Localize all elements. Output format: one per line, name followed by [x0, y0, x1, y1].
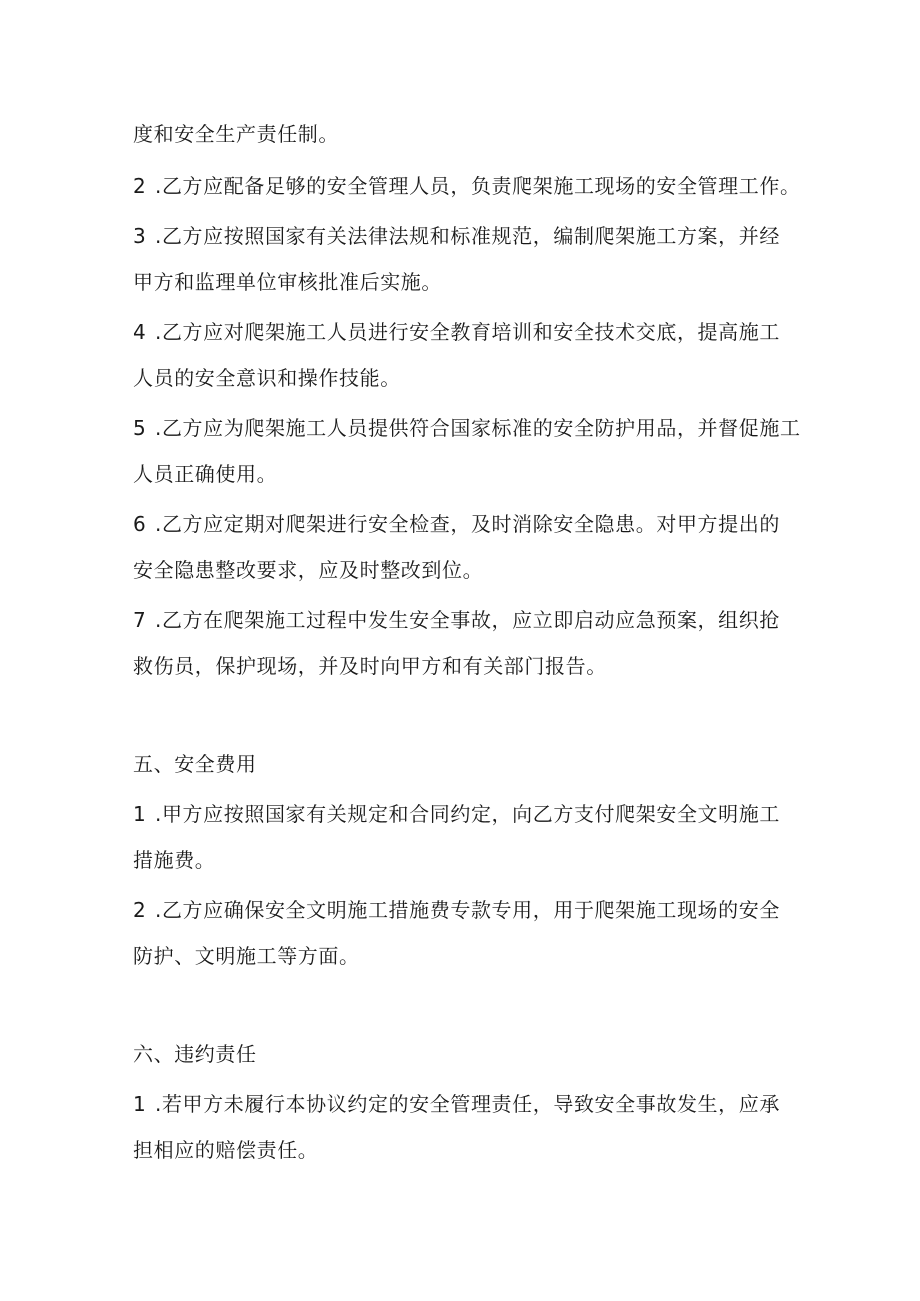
clause-7-line: 7 .乙方在爬架施工过程中发生安全事故，应立即启动应急预案，组织抢 — [133, 608, 780, 632]
paragraph-line: 度和安全生产责任制。 — [133, 122, 339, 146]
clause-2-line: 2 .乙方应配备足够的安全管理人员，负责爬架施工现场的安全管理工作。 — [133, 174, 801, 198]
clause-6-continuation: 安全隐患整改要求，应及时整改到位。 — [133, 558, 484, 582]
fee-clause-2-line: 2 .乙方应确保安全文明施工措施费专款专用，用于爬架施工现场的安全 — [133, 898, 780, 922]
clause-number: 1 — [133, 802, 147, 826]
clause-3-line: 3 .乙方应按照国家有关法律法规和标准规范，编制爬架施工方案，并经 — [133, 224, 780, 248]
fee-clause-1-continuation: 措施费。 — [133, 848, 216, 872]
clause-number: 5 — [133, 416, 147, 440]
clause-5-line: 5 .乙方应为爬架施工人员提供符合国家标准的安全防护用品，并督促施工 — [133, 416, 801, 440]
clause-number: 1 — [133, 1092, 147, 1116]
clause-number: 2 — [133, 174, 147, 198]
liability-clause-1-continuation: 担相应的赔偿责任。 — [133, 1138, 319, 1162]
section-heading-5: 五、安全费用 — [133, 752, 257, 776]
clause-4-continuation: 人员的安全意识和操作技能。 — [133, 366, 401, 390]
clause-number: 6 — [133, 512, 147, 536]
fee-clause-1-line: 1 .甲方应按照国家有关规定和合同约定，向乙方支付爬架安全文明施工 — [133, 802, 780, 826]
clause-6-line: 6 .乙方应定期对爬架进行安全检查，及时消除安全隐患。对甲方提出的 — [133, 512, 780, 536]
clause-5-continuation: 人员正确使用。 — [133, 462, 278, 486]
clause-number: 3 — [133, 224, 147, 248]
clause-number: 7 — [133, 608, 147, 632]
section-heading-6: 六、违约责任 — [133, 1042, 257, 1066]
liability-clause-1-line: 1 .若甲方未履行本协议约定的安全管理责任，导致安全事故发生，应承 — [133, 1092, 780, 1116]
fee-clause-2-continuation: 防护、文明施工等方面。 — [133, 944, 360, 968]
clause-number: 4 — [133, 320, 147, 344]
clause-number: 2 — [133, 898, 147, 922]
clause-7-continuation: 救伤员，保护现场，并及时向甲方和有关部门报告。 — [133, 654, 607, 678]
clause-3-continuation: 甲方和监理单位审核批准后实施。 — [133, 270, 442, 294]
clause-4-line: 4 .乙方应对爬架施工人员进行安全教育培训和安全技术交底，提高施工 — [133, 320, 780, 344]
